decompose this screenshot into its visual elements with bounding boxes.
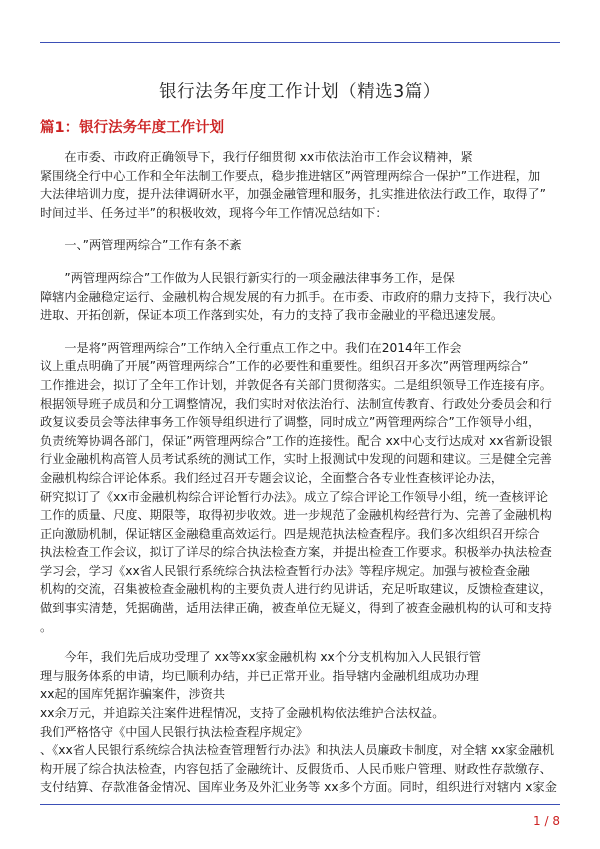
text-line: 机构的交流，召集被检查金融机构的主要负责人进行约见讲话，充足听取建议，反馈检查建议， [40, 582, 552, 597]
text-line: 金融机构综合评论体系。我们经过召开专题会议论，全面整合各专业性查核评论办法， [40, 470, 504, 485]
text-line: 工作推进会，拟订了全年工作计划，并敦促各有关部门贯彻落实。二是组织领导工作连接有序。 [40, 377, 552, 392]
text-line: 议上重点明确了开展”两管理两综合”工作的必要性和重要性。组织召开多次”两管理两综合” [40, 359, 529, 374]
text-line: 支付结算、存款准备金情况、国库业务及外汇业务等 xx多个方面。同时，组织进行对辖内 x家金 [40, 780, 557, 795]
document-body [40, 148, 565, 797]
paragraph [40, 269, 565, 325]
text-line: 紧围绕全行中心工作和全年法制工作要点，稳步推进辖区”两管理两综合一保护”工作进程，加 [40, 168, 541, 183]
text-line: 行业金融机构高管人员考试系统的测试工作，实时上报测试中发现的问题和建议。三是健全完善 [40, 452, 552, 467]
text-line: 正向激励机制，保证辖区金融稳重高效运行。四是规范执法检查程序。我们多次组织召开综合 [40, 526, 540, 541]
text-line: 一、”两管理两综合”工作有条不紊 [40, 238, 242, 253]
text-line: 今年，我们先后成功受理了 xx等xx家金融机构 xx个分支机构加入人民银行管 [40, 650, 482, 665]
text-line: xx余万元，并追踪关注案件进程情况，支持了金融机构依法维护合法权益。 [40, 706, 445, 721]
text-line: 研究拟订了《xx市金融机构综合评论暂行办法》。成立了综合评论工作领导小组，统一查核评论 [40, 489, 549, 504]
text-line: 在市委、市政府正确领导下，我行仔细贯彻 xx市依法治市工作会议精神，紧 [40, 150, 473, 164]
text-line: xx起的国库凭据诈骗案件，涉资共 [40, 687, 226, 702]
text-line: 根据领导班子成员和分工调整情况，我们实时对依法治行、法制宣传教育、行政处分委员会和行 [40, 396, 552, 411]
text-line: 、《xx省人民银行系统综合执法检查管理暂行办法》和执法人员廉政卡制度，对全辖 xx家金融机 [40, 743, 555, 758]
document-title: 银行法务年度工作计划（精选3篇） [159, 82, 441, 102]
text-line: 学习会，学习《xx省人民银行系统综合执法检查暂行办法》等程序规定。加强与被检查金融 [40, 563, 530, 578]
text-line: 理与服务体系的申请，均已顺利办结，并已正常开业。指导辖内金融机组成功办理 [40, 668, 479, 683]
paragraph [40, 339, 565, 637]
subheading [40, 236, 565, 255]
text-line: 政复议委员会等法律事务工作领导组织进行了调整，同时成立”两管理两综合”工作领导小组， [40, 415, 541, 430]
text-line: 时间过半、任务过半”的积极收效，现将今年工作情况总结如下： [40, 205, 388, 220]
text-line: 障辖内金融稳定运行、金融机构合规发展的有力抓手。在市委、市政府的鼎力支持下，我行决心 [40, 289, 552, 304]
text-line: 我们严格恪守《中国人民银行执法检查程序规定》 [40, 724, 309, 739]
page-number: 1 / 8 [533, 814, 560, 828]
text-line: 构开展了综合执法检查，内容包括了金融统计、反假货币、人民币账户管理、财政性存款缴存、 [40, 761, 552, 776]
header-rule [40, 42, 560, 43]
section-heading: 篇1：银行法务年度工作计划 [40, 120, 225, 136]
text-line: 工作的质量、尺度、期限等，取得初步收效。进一步规范了金融机构经营行为、完善了金融机构 [40, 508, 552, 523]
text-line: 做到事实清楚，凭据确凿，适用法律正确，被查单位无疑义，得到了被查金融机构的认可和支持 [40, 601, 552, 616]
footer-rule [40, 804, 560, 805]
paragraph [40, 648, 565, 797]
paragraph [40, 148, 565, 222]
text-line: 负责统筹协调各部门，保证”两管理两综合”工作的连接性。配合 xx中心支行达成对 xx省新设银 [40, 433, 553, 448]
text-line: 。 [40, 619, 53, 634]
text-line: 一是将”两管理两综合”工作纳入全行重点工作之中。我们在2014年工作会 [40, 340, 462, 355]
text-line: ”两管理两综合”工作做为人民银行新实行的一项金融法律事务工作，是保 [40, 270, 455, 285]
text-line: 大法律培训力度，提升法律调研水平，加强金融管理和服务，扎实推进依法行政工作，取得了” [40, 187, 547, 202]
text-line: 执法检查工作会议，拟订了详尽的综合执法检查方案，并提出检查工作要求。积极举办执法检查 [40, 545, 552, 560]
text-line: 进取、开拓创新，保证本项工作落到实处，有力的支持了我市金融业的平稳迅速发展。 [40, 308, 504, 323]
